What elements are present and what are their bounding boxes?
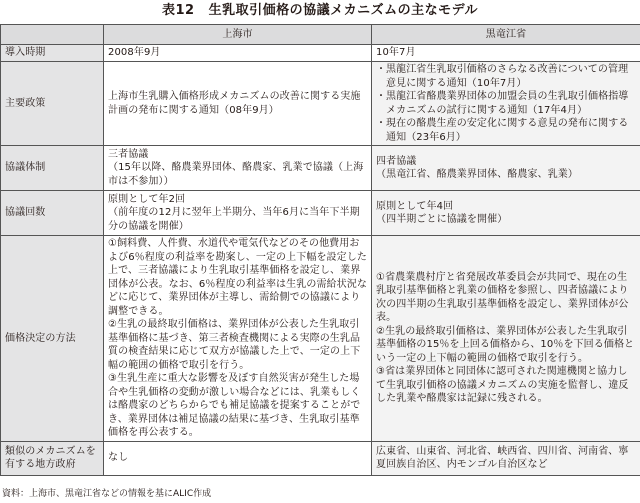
row-label-policy: 主要政策: [1, 62, 104, 146]
list-item: ・ 黒龍江省酪農業界団体の加盟会員の生乳取引価格指導メカニズムの試行に関する通知（17年4月）: [386, 90, 636, 117]
cell-method-heilongjiang: [372, 236, 640, 442]
row-label-system: 協議体制: [1, 146, 104, 191]
source-note: 資料：上海市、黒竜江省などの情報を基にALIC作成: [2, 489, 212, 499]
table-title-text: 生乳取引価格の協議メカニズムの主なモデル: [208, 3, 478, 18]
cell-times-heilongjiang: 原則として年4回 （四半期ごとに協議を開催）: [372, 191, 640, 236]
table-row: [1, 146, 640, 191]
table-row: [1, 191, 640, 236]
table-number: 表12: [162, 3, 195, 18]
row-label-method: 価格決定の方法: [1, 236, 104, 442]
cell-times-shanghai: 原則として年2回 （前年度の12月に翌年上半期分、当年6月に当年下半期分の協議を開催）: [104, 191, 372, 236]
table-row: [1, 62, 640, 146]
cell-system-heilongjiang: 四者協議 （黒竜江省、酪農業界団体、酪農家、乳業）: [372, 146, 640, 191]
row-label-times: 協議回数: [1, 191, 104, 236]
method-shanghai-item: ①飼料費、人件費、水道代や電気代などのその他費用および6％程度の利益率を勘案し、一定の上下幅を設定した上で、三者協議により生乳取引基準価格を設定し、業界団体が公表。なお、6％程度の利益率は生乳の需給状況などに応じて、業界団体が主導し、需給側での協議により調整できる。: [108, 238, 367, 317]
list-item: ・ 黒龍江省生乳取引価格のさらなる改善についての管理意見に関する通知（10年7月）: [386, 63, 636, 90]
cell-intro-heilongjiang: 10年7月: [372, 45, 640, 62]
header-row: [1, 25, 640, 45]
table-row: [1, 236, 640, 442]
method-heilongjiang-item: ①省農業農村庁と省発展改革委員会が共同で、現在の生乳取引基準価格と乳業の価格を参照し、四者協議により次の四半期の生乳取引基準価格を設定し、業界団体が公表。: [376, 271, 629, 324]
method-shanghai-item: ③生乳生産に重大な影響を及ぼす自然災害が発生した場合や生乳価格の変動が激しい場合などには、乳業もしくは酪農家のどちらからでも補足協議を提案することができ、業界団体は補足協議の結果に基づき、生乳取引基準価格を再公表する。: [108, 373, 361, 438]
table-row: [1, 441, 640, 475]
cell-policy-heilongjiang: [372, 62, 640, 146]
comparison-table: [0, 24, 640, 476]
method-heilongjiang-item: ②生乳の最終取引価格は、業界団体が公表した生乳取引基準価格の15％を上回る価格から、10％を下回る価格という一定の上下幅の範囲の価格で取引を行う。: [376, 325, 635, 364]
cell-intro-shanghai: 2008年9月: [104, 45, 372, 62]
method-heilongjiang-item: ③省は業界団体と同団体に認可された関連機関と協力して生乳取引価格の協議メカニズムの実施を監督し、違反した乳業や酪農家は記録に残される。: [376, 366, 629, 405]
cell-similar-shanghai: なし: [104, 441, 372, 475]
list-item: ・ 現在の酪農生産の安定化に関する意見の発布に関する通知（23年6月）: [386, 117, 636, 144]
header-corner: [1, 25, 104, 45]
policy-list: [376, 63, 636, 144]
method-shanghai-item: ②生乳の最終取引価格は、業界団体が公表した生乳取引基準価格に基づき、第三者検査機関による実際の生乳品質の検査結果に応じて双方が協議した上で、一定の上下幅の範囲の価格で取引を行う。: [108, 319, 361, 371]
cell-policy-shanghai: 上海市生乳購入価格形成メカニズムの改善に関する実施計画の発布に関する通知（08年9月）: [104, 62, 372, 146]
cell-system-shanghai: 三者協議 （15年以降、酪農業界団体、酪農家、乳業で協議（上海市は不参加））: [104, 146, 372, 191]
cell-similar-heilongjiang: 広東省、山東省、河北省、峡西省、四川省、河南省、寧夏回族自治区、内モンゴル自治区など: [372, 441, 640, 475]
table-title: [0, 0, 640, 22]
cell-method-shanghai: [104, 236, 372, 442]
row-label-similar: 類似のメカニズムを有する地方政府: [1, 441, 104, 475]
table-row: [1, 45, 640, 62]
header-shanghai: 上海市: [104, 25, 372, 45]
row-label-intro: 導入時期: [1, 45, 104, 62]
header-heilongjiang: 黒竜江省: [372, 25, 640, 45]
